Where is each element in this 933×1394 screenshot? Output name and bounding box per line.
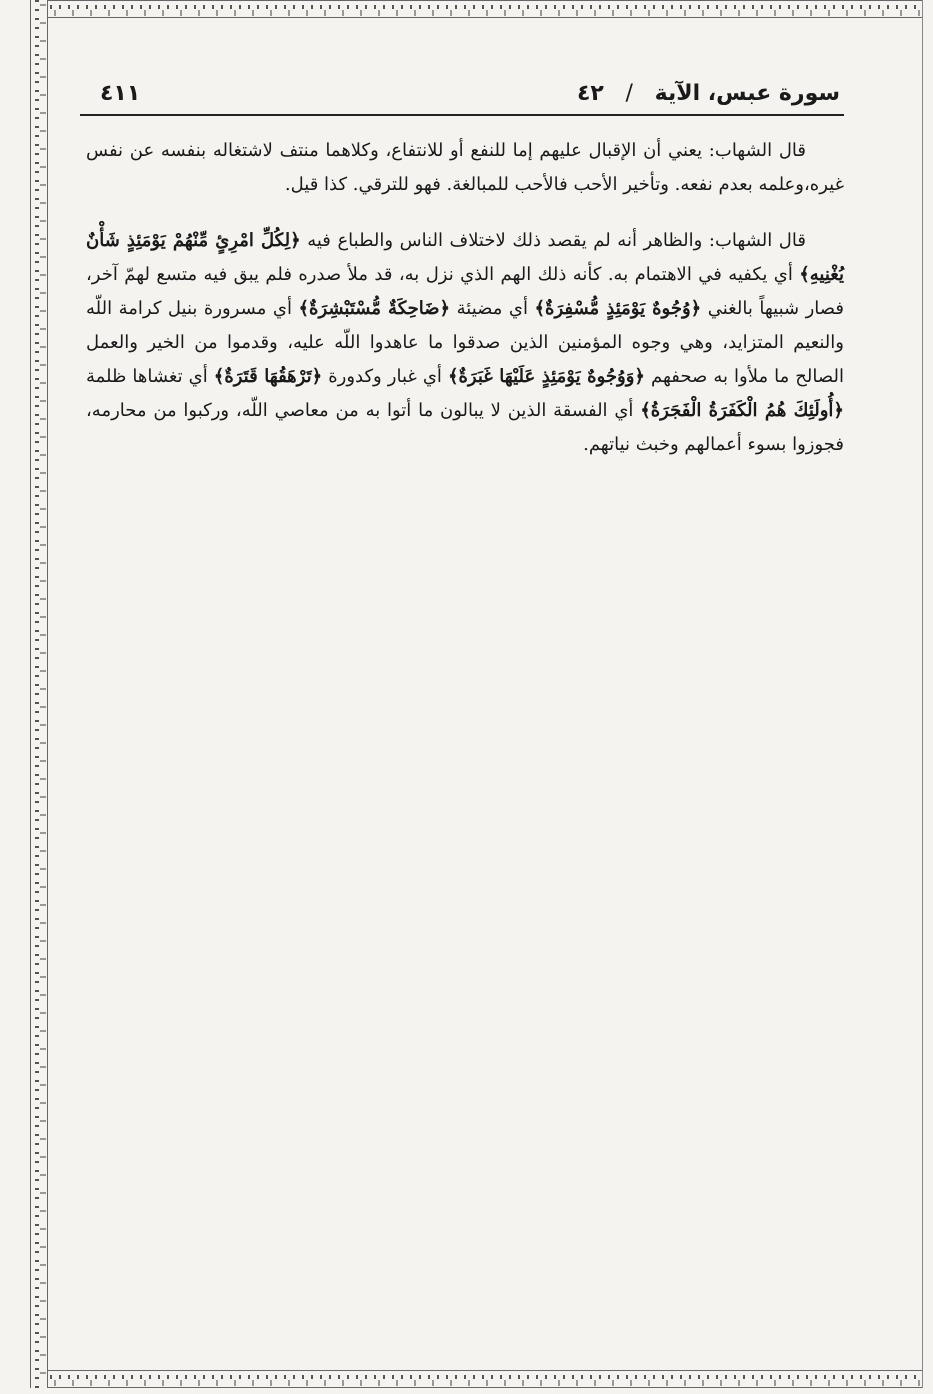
ornamental-border-left: [30, 0, 48, 1388]
paragraph-2-text-4: أي مسرورة بنيل كرامة اللّه والنعيم المتزايد، وهي وجوه المؤمنين الذين صدقوا ما عاهدوا اللّه عليه، وقدموا من الخير والعمل الصالح ما ملأوا به صحفهم: [86, 298, 844, 387]
paragraph-2-text-6: أي تغشاها ظلمة: [86, 366, 208, 387]
paragraph-2-text-7: أي الفسقة الذين لا يبالون ما أتوا به من معاصي اللّه، وركبوا من محارمه، فجوزوا بسوء أعمالهم وخبث نياتهم.: [86, 400, 844, 455]
paragraph-2-text-5: أي غبار وكدورة: [328, 366, 442, 387]
page-header: [86, 62, 844, 106]
ornamental-border-top: [32, 0, 927, 18]
running-title-ayah: ٤٢: [576, 81, 604, 106]
paragraph-2: [86, 224, 844, 462]
book-page: [86, 62, 844, 462]
paragraph-2-text-1: قال الشهاب: والظاهر أنه لم يقصد ذلك لاختلاف الناس والطباع فيه: [307, 230, 806, 251]
paragraph-2-text-3: أي مضيئة: [456, 298, 528, 319]
quran-quote-4: ﴿وَوُجُوهٌ يَوْمَئِذٍ عَلَيْهَا غَبَرَةٌ﴾: [447, 366, 645, 387]
quran-quote-3: ﴿ضَاحِكَةٌ مُّسْتَبْشِرَةٌ﴾: [298, 298, 451, 319]
paragraph-2-text-2: أي يكفيه في الاهتمام به. كأنه ذلك الهم الذي نزل به، قد ملأ صدره فلم يبق فيه متسع لهمّ آخر، فصار شبيهاً بالغني: [86, 264, 844, 319]
running-title-surah: سورة عبس، الآية: [654, 81, 840, 106]
quran-quote-5: ﴿تَرْهَقُهَا قَتَرَةٌ﴾: [213, 366, 323, 387]
quran-quote-1: ﴿لِكُلِّ امْرِئٍ مِّنْهُمْ يَوْمَئِذٍ شَأْنٌ يُغْنِيهِ﴾: [86, 230, 844, 285]
page-number: ٤١١: [100, 81, 141, 106]
page-edge-right: [922, 0, 927, 1388]
quran-quote-6: ﴿أُولَئِكَ هُمُ الْكَفَرَةُ الْفَجَرَةُ﴾: [640, 400, 844, 421]
header-rule: [80, 114, 844, 116]
quran-quote-2: ﴿وُجُوهٌ يَوْمَئِذٍ مُّسْفِرَةٌ﴾: [534, 298, 702, 319]
ornamental-border-bottom: [32, 1370, 927, 1388]
running-title-separator: /: [625, 81, 633, 106]
paragraph-1: قال الشهاب: يعني أن الإقبال عليهم إما للنفع أو للانتفاع، وكلاهما منتف لاشتغاله بنفسه عن نفس غيره،وعلمه بعدم نفعه. وتأخير الأحب فالأحب للمبالغة. فهو للترقي. كذا قيل.: [86, 140, 844, 195]
running-title: [577, 81, 840, 106]
